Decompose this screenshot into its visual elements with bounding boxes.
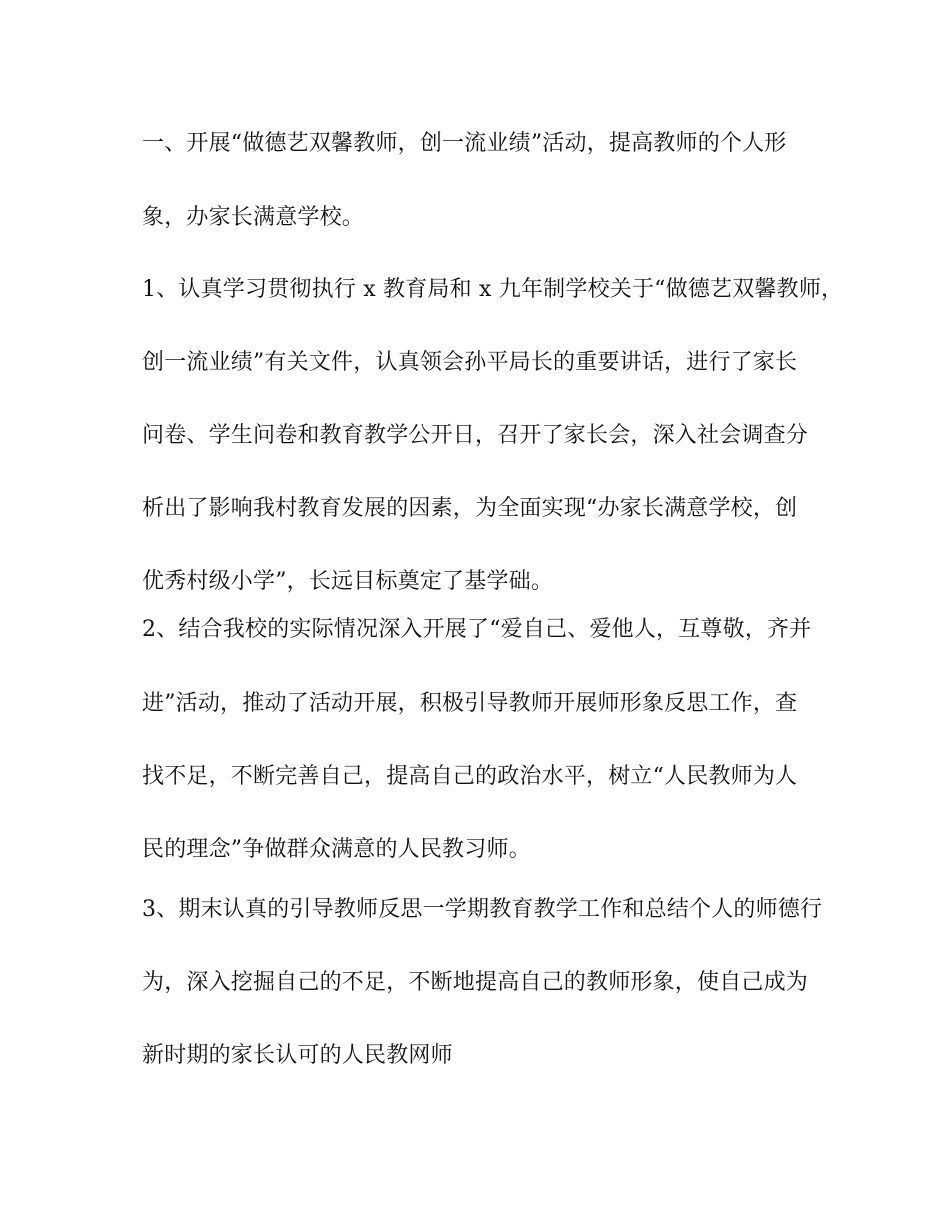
- document-line: 创一流业绩”有关文件，认真领会孙平局长的重要讲话，进行了家长: [142, 350, 798, 375]
- document-line: 3、期末认真的引导教师反思一学期教育教学工作和总结个人的师德行: [142, 897, 823, 922]
- document-line: 象，办家长满意学校。: [142, 205, 365, 230]
- document-line: 新时期的家长认可的人民教网师: [142, 1043, 453, 1068]
- document-line: 析出了影响我村教育发展的因素，为全面实现“办家长满意学校，创: [142, 496, 798, 521]
- document-line: 进”活动，推动了活动开展，积极引导教师开展师形象反思工作，查: [142, 691, 798, 716]
- document-line: 一、开展“做德艺双馨教师，创一流业绩”活动，提高教师的个人形: [142, 131, 787, 156]
- document-line: 优秀村级小学”，长远目标奠定了基学础。: [142, 569, 554, 594]
- document-line: 找不足，不断完善自己，提高自己的政治水平，树立“人民教师为人: [142, 764, 798, 789]
- document-line: 民的理念”争做群众满意的人民教习师。: [142, 837, 531, 862]
- document-line: 2、结合我校的实际情况深入开展了“爱自己、爱他人，互尊敬，齐并: [142, 617, 812, 642]
- document-line: 问卷、学生问卷和教育教学公开日，召开了家长会，深入社会调查分: [142, 423, 809, 448]
- document-line: 1、认真学习贯彻执行 x 教育局和 x 九年制学校关于“做德艺双馨教师，: [142, 277, 844, 302]
- document-line: 为，深入挖掘自己的不足，不断地提高自己的教师形象，使自己成为: [142, 970, 809, 995]
